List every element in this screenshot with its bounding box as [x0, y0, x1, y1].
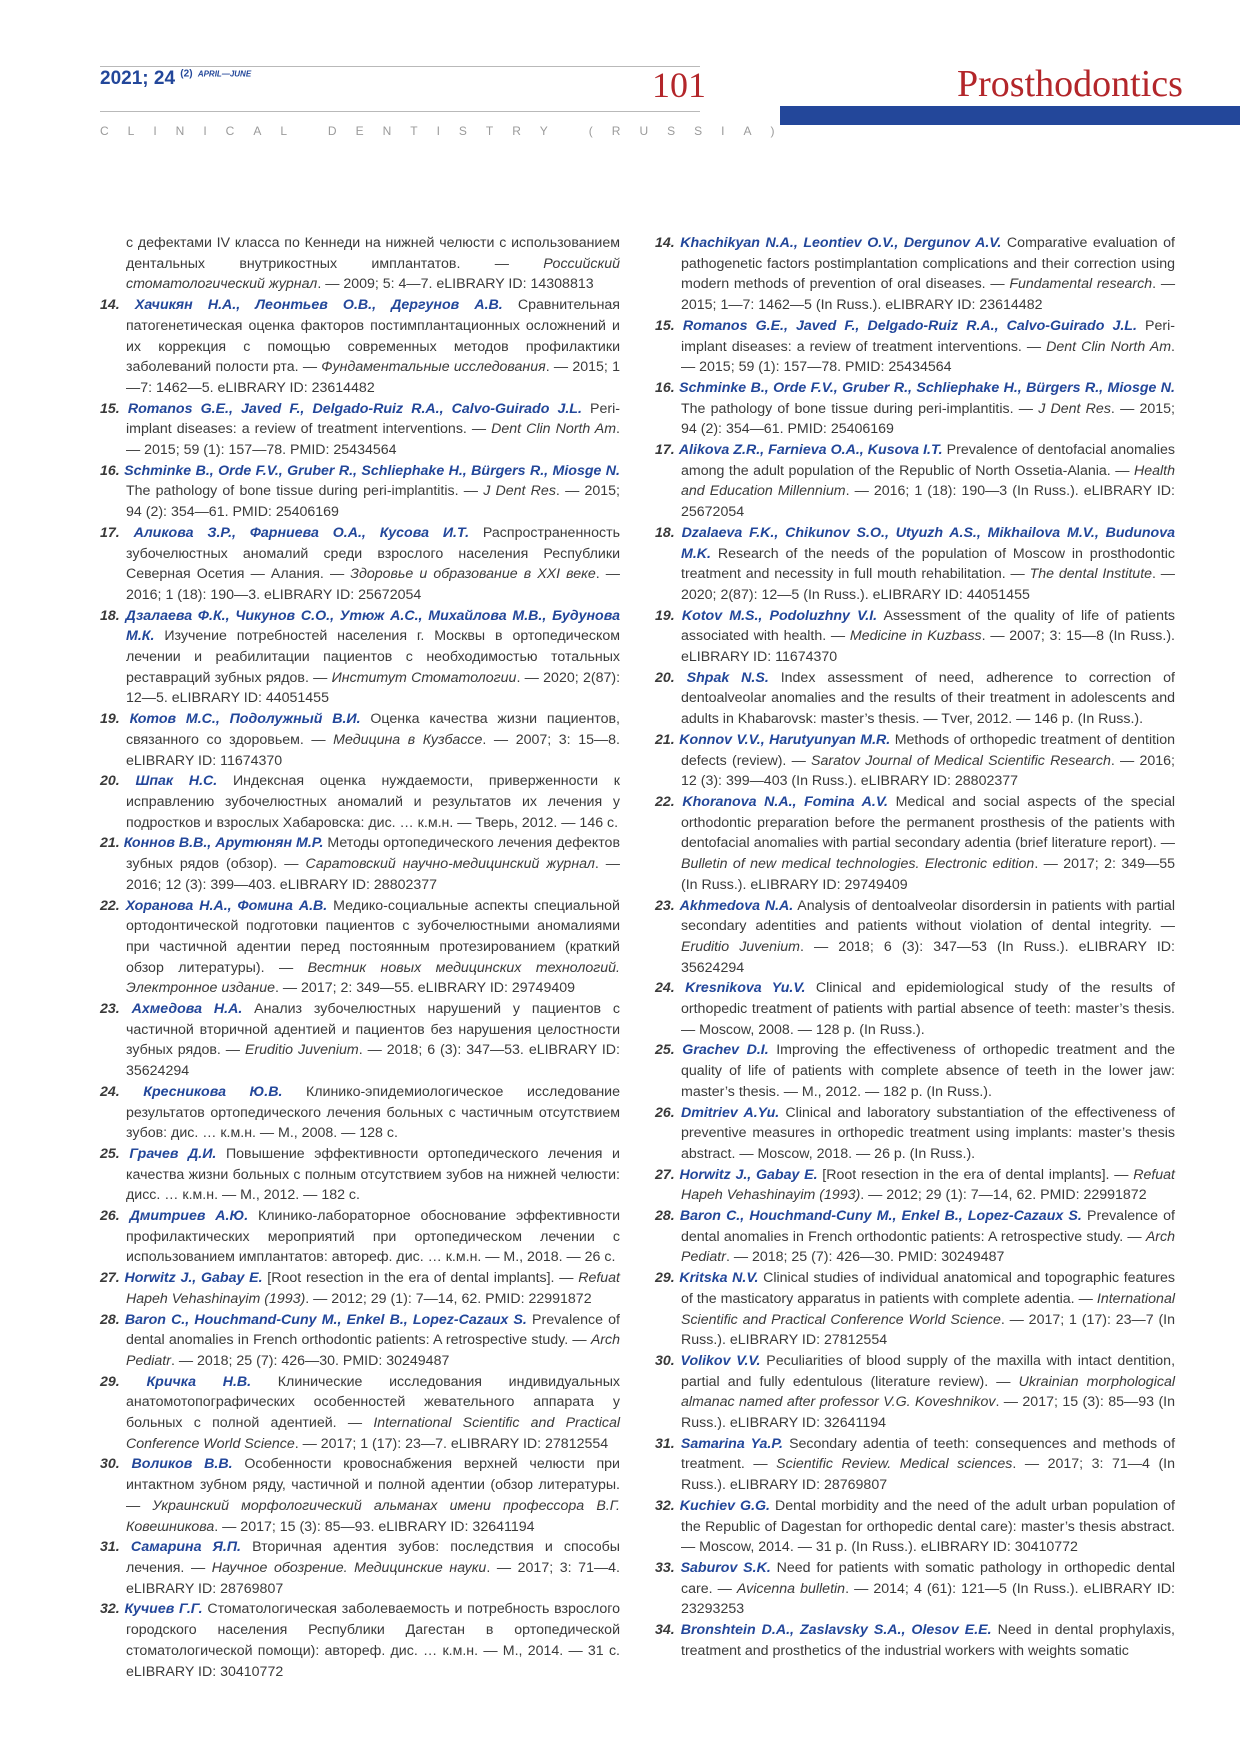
- reference-details: . — 2015; 1—7: 1462—5 (In Russ.). eLIBRARY ID: 23614482: [681, 276, 1176, 314]
- reference-number: 32.: [655, 1497, 675, 1514]
- reference-authors: Akhmedova N.A.: [679, 897, 794, 914]
- reference-authors: Volikov V.V.: [680, 1352, 761, 1369]
- reference-details: . — 2017; 15 (3): 85—93. eLIBRARY ID: 32641194: [214, 1518, 535, 1535]
- reference-authors: Romanos G.E., Javed F., Delgado-Ruiz R.A., Calvo-Guirado J.L.: [127, 400, 582, 417]
- reference-details: . — 2015; 1—7: 1462—5. eLIBRARY ID: 23614482: [126, 359, 620, 396]
- reference-number: 30.: [655, 1352, 675, 1369]
- reference-item: [100, 1537, 620, 1599]
- reference-details: . — 2015; 59 (1): 157—78. PMID: 25434564: [681, 338, 1175, 376]
- reference-text: Prevalence of dental anomalies in French orthodontic patients: A retrospective study. —: [681, 1208, 1175, 1245]
- reference-item: [655, 1496, 1175, 1558]
- reference-authors: Дмитриев А.Ю.: [129, 1208, 249, 1225]
- reference-number: 18.: [655, 524, 675, 541]
- reference-journal: Eruditio Juvenium: [681, 938, 800, 955]
- reference-details: . — 2016; 1 (18): 190—3 (In Russ.). eLIBRARY ID: 25672054: [681, 483, 1175, 521]
- reference-text: Need for patients with somatic pathology in orthopedic dental care. —: [681, 1560, 1175, 1597]
- reference-authors: Samarina Ya.P.: [680, 1435, 783, 1452]
- reference-authors: Alikova Z.R., Farnieva O.A., Kusova I.T.: [678, 442, 943, 459]
- reference-authors: Kotov M.S., Podoluzhny V.I.: [681, 607, 878, 624]
- section-title: Prosthodontics: [957, 63, 1183, 105]
- reference-number: 16.: [100, 462, 120, 479]
- reference-details: . — 2012; 29 (1): 7—14, 62. PMID: 22991872: [305, 1290, 592, 1307]
- reference-details: . — 2007; 3: 15—8 (In Russ.). eLIBRARY ID: 11674370: [681, 628, 1176, 666]
- reference-authors: Shpak N.S.: [686, 669, 769, 686]
- reference-item: [655, 606, 1175, 668]
- reference-item: [655, 316, 1175, 378]
- reference-text: Improving the effectiveness of orthopedic treatment and the quality of life of patients with complete absence of teeth in the lower jaw: master’s thesis. — M., 2012. — 182 p. (In Russ.).: [681, 1042, 1175, 1100]
- reference-number: 20.: [655, 669, 675, 686]
- reference-item: [655, 896, 1175, 979]
- reference-text: Comparative evaluation of pathogenetic factors postimplantation complications and their correction using modern methods of prevention of oral diseases. —: [681, 235, 1175, 293]
- reference-number: 21.: [655, 731, 675, 748]
- reference-number: 25.: [655, 1042, 675, 1059]
- reference-item: [655, 792, 1175, 896]
- reference-journal: Ukrainian morphological almanac named after professor V.G. Koveshnikov: [681, 1373, 1175, 1411]
- reference-text: Peri-implant diseases: a review of treatment interventions. —: [126, 400, 620, 438]
- reference-authors: Шпак Н.С.: [135, 773, 218, 790]
- reference-text: [Root resection in the era of dental implants]. —: [262, 1270, 579, 1287]
- reference-number: 22.: [100, 897, 120, 914]
- reference-number: 25.: [100, 1145, 120, 1162]
- reference-text: Сравнительная патогенетическая оценка факторов постимплантационных осложнений и их коррекция с помощью современных методов профилактики заболеваний полости рта. —: [126, 297, 620, 376]
- section-color-bar: [780, 106, 1240, 125]
- reference-text: Методы ортопедического лечения дефектов зубных рядов (обзор). —: [126, 835, 620, 873]
- reference-item: [100, 1268, 620, 1309]
- reference-item: [100, 523, 620, 606]
- reference-item: [100, 1206, 620, 1268]
- reference-item: [655, 1165, 1175, 1206]
- reference-number: 30.: [100, 1456, 120, 1473]
- reference-details: . — 2009; 5: 4—7. eLIBRARY ID: 14308813: [317, 276, 594, 293]
- reference-text: Индексная оценка нуждаемости, приверженности к исправлению зубочелюстных аномалий и результатов их лечения у подростков и взрослых Хабаровска: дис. … к.м.н. — Тверь, 2012. — 146 с.: [126, 773, 620, 831]
- reference-details: . — 2017; 1 (17): 23—7 (In Russ.). eLIBRARY ID: 27812554: [681, 1311, 1175, 1349]
- reference-journal: Вестник новых медицинских технологий. Электронное издание: [126, 959, 621, 997]
- reference-item: [655, 378, 1175, 440]
- reference-authors: Khoranova N.A., Fomina A.V.: [682, 793, 888, 810]
- reference-details: . — 2018; 6 (3): 347—53. eLIBRARY ID: 35624294: [126, 1042, 620, 1080]
- reference-details: . — 2018; 6 (3): 347—53 (In Russ.). eLIBRARY ID: 35624294: [681, 938, 1175, 976]
- reference-number: 20.: [100, 773, 120, 790]
- reference-text: Analysis of dentoalveolar disordersin in patients with partial secondary adentities and patients without violation of dental integrity. —: [681, 897, 1175, 935]
- reference-item: [100, 606, 620, 710]
- reference-authors: Konnov V.V., Harutyunyan M.R.: [679, 731, 891, 748]
- reference-authors: Kresnikova Yu.V.: [685, 980, 806, 997]
- reference-authors: Ахмедова Н.А.: [131, 1001, 243, 1018]
- reference-number: 28.: [655, 1208, 675, 1225]
- reference-journal: International Scientific and Practical Conference World Science: [681, 1290, 1175, 1328]
- reference-item: [100, 1599, 620, 1682]
- reference-details: . — 2012; 29 (1): 7—14, 62. PMID: 22991872: [860, 1187, 1147, 1204]
- reference-journal: Scientific Review. Medical sciences: [776, 1456, 1013, 1473]
- reference-item: [100, 771, 620, 833]
- references-russian: [100, 233, 620, 1682]
- reference-item: [655, 1103, 1175, 1165]
- reference-authors: Кресникова Ю.В.: [143, 1083, 283, 1100]
- reference-item: [655, 1351, 1175, 1434]
- reference-number: 27.: [100, 1270, 120, 1287]
- reference-details: . — 2016; 1 (18): 190—3. eLIBRARY ID: 25672054: [126, 566, 620, 603]
- reference-authors: Кричка Н.В.: [146, 1373, 252, 1390]
- reference-item: [100, 833, 620, 895]
- reference-text: Peri-implant diseases: a review of treatment interventions. —: [681, 317, 1175, 355]
- references-english: [655, 233, 1175, 1662]
- reference-journal: Институт Стоматологии: [331, 669, 517, 686]
- reference-text: Assessment of the quality of life of patients associated with health. —: [681, 607, 1175, 645]
- reference-number: 34.: [655, 1622, 675, 1639]
- reference-text: с дефектами IV класса по Кеннеди на нижней челюсти с использованием дентальных внутрикостных имплантатов. —: [126, 235, 620, 272]
- reference-details: . — 2017; 15 (3): 85—93 (In Russ.). eLIBRARY ID: 32641194: [681, 1394, 1175, 1432]
- reference-authors: Grachev D.I.: [682, 1042, 769, 1059]
- reference-journal: Dent Clin North Am: [1046, 338, 1172, 355]
- reference-text: The pathology of bone tissue during peri-implantitis. —: [126, 483, 484, 500]
- reference-authors: Хоранова Н.А., Фомина А.В.: [125, 897, 328, 914]
- year-volume: 2021; 24: [100, 68, 176, 89]
- reference-text: Clinical studies of individual anatomical and topographic features of the masticatory apparatus in patients with complete adentia. —: [681, 1270, 1175, 1307]
- reference-text: Клинико-эпидемиологическое исследование результатов ортопедического лечения больных с частичным отсутствием зубов: дис. … к.м.н. — М., 2008. — 128 с.: [126, 1083, 620, 1142]
- journal-name: CLINICAL DENTISTRY (RUSSIA): [100, 124, 794, 138]
- reference-item: [100, 1310, 620, 1372]
- reference-number: 18.: [100, 607, 120, 624]
- reference-authors: Schminke B., Orde F.V., Gruber R., Schliephake H., Bürgers R., Miosge N.: [124, 462, 620, 479]
- reference-authors: Котов М.С., Подолужный В.И.: [129, 711, 361, 728]
- reference-authors: Грачев Д.И.: [129, 1145, 217, 1162]
- reference-text: Особенности кровоснабжения верхней челюсти при интактном зубном ряду, частичной и полной адентии (обзор литературы. —: [126, 1456, 620, 1514]
- reference-text: Изучение потребностей населения г. Москвы в ортопедическом лечении и реабилитации пациентов с необходимостью тотальных реставраций зубных рядов. —: [126, 628, 620, 686]
- reference-text: Peculiarities of blood supply of the maxilla with intact dentition, partial and fully edentulous (literature review). —: [681, 1352, 1176, 1390]
- reference-number: 15.: [100, 400, 120, 417]
- reference-number: 26.: [100, 1208, 120, 1225]
- reference-item: [655, 730, 1175, 792]
- reference-text: Клинико-лабораторное обоснование эффективности профилактических мероприятий при ортопедическом лечении с использованием имплантатов: автореф. дис. … к.м.н. — М., 2018. — 26 с.: [126, 1208, 620, 1266]
- reference-authors: Schminke B., Orde F.V., Gruber R., Schliephake H., Bürgers R., Miosge N.: [679, 379, 1175, 396]
- reference-journal: The dental Institute: [1029, 566, 1153, 583]
- reference-journal: Научное обозрение. Медицинские науки: [211, 1560, 487, 1576]
- reference-journal: Bulletin of new medical technologies. Electronic edition: [681, 856, 1035, 873]
- reference-number: 24.: [655, 980, 675, 997]
- reference-text: Стоматологическая заболеваемость и потребность взрослого городского населения Республики Дагестан в ортопедической стоматологической помощи): автореф. дис. … к.м.н. — М., 2014. — 31 с. eLIBRARY ID: 30410772: [126, 1601, 620, 1680]
- reference-text: Распространенность зубочелюстных аномалий среди взрослого населения Республики Северная Осетия — Алания. —: [126, 524, 620, 583]
- reference-number: 22.: [655, 793, 675, 810]
- reference-journal: Refuat Hapeh Vehashinayim (1993): [681, 1166, 1176, 1204]
- reference-number: 33.: [655, 1560, 675, 1576]
- reference-journal: Медицина в Кузбассе: [333, 731, 483, 748]
- reference-details: . — 2015; 94 (2): 354—61. PMID: 25406169: [126, 483, 620, 521]
- reference-details: . — 2016; 12 (3): 399—403 (In Russ.). eLIBRARY ID: 28802377: [681, 752, 1175, 790]
- reference-text: Повышение эффективности ортопедического лечения и качества жизни больных с полным отсутствием зубов на нижней челюсти: дисс. … к.м.н. — М., 2012. — 182 с.: [126, 1145, 620, 1204]
- reference-item: [100, 1454, 620, 1537]
- reference-text: The pathology of bone tissue during peri-implantitis. —: [681, 400, 1039, 417]
- reference-item: [655, 1268, 1175, 1351]
- reference-text: Prevalence of dental anomalies in French orthodontic patients: A retrospective study. —: [126, 1311, 620, 1349]
- reference-text: Medical and social aspects of the special orthodontic preparation before the permanent prosthesis of the patients with dentofacial anomalies with partial secondary adentia (brief literature report). —: [681, 793, 1175, 852]
- reference-number: 23.: [100, 1001, 120, 1018]
- reference-details: . — 2020; 2(87): 12—5. eLIBRARY ID: 44051455: [126, 669, 621, 707]
- reference-number: 31.: [100, 1539, 120, 1556]
- reference-details: . — 2017; 2: 349—55. eLIBRARY ID: 29749409: [275, 980, 576, 997]
- reference-journal: Health and Education Millennium: [681, 462, 1175, 500]
- reference-item: [100, 461, 620, 523]
- reference-journal: Fundamental research: [1009, 276, 1153, 293]
- reference-text: Research of the needs of the population of Moscow in prosthodontic treatment and necessity in full mouth rehabilitation. —: [681, 545, 1175, 583]
- reference-item: [655, 233, 1175, 316]
- reference-journal: Фундаментальные исследования: [321, 359, 546, 376]
- reference-authors: Horwitz J., Gabay E.: [679, 1166, 818, 1183]
- reference-item: [100, 999, 620, 1082]
- reference-item: [100, 399, 620, 461]
- reference-text: [Root resection in the era of dental implants]. —: [817, 1166, 1134, 1183]
- reference-item: [100, 1082, 620, 1144]
- reference-journal: International Scientific and Practical Conference World Science: [126, 1415, 620, 1452]
- reference-item: [655, 523, 1175, 606]
- reference-details: . — 2018; 25 (7): 426—30. PMID: 30249487: [725, 1249, 1005, 1266]
- reference-details: . — 2017; 2: 349—55 (In Russ.). eLIBRARY ID: 29749409: [681, 856, 1175, 893]
- reference-details: . — 2007; 3: 15—8. eLIBRARY ID: 11674370: [126, 731, 620, 769]
- reference-journal: Украинский морфологический альманах имени профессора В.Г. Ковешникова: [126, 1497, 620, 1535]
- reference-authors: Khachikyan N.A., Leontiev O.V., Dergunov A.V.: [680, 235, 1002, 251]
- reference-number: 32.: [100, 1601, 120, 1618]
- header-top-rule: [100, 66, 700, 67]
- reference-text: Index assessment of need, adherence to correction of dentoalveolar anomalies and the results of their treatment in adolescents and adults in Khabarovsk: master’s thesis. — Tver, 2012. — 146 p. (In Russ.).: [681, 669, 1175, 728]
- reference-authors: Хачикян Н.А., Леонтьев О.В., Дергунов А.В.: [134, 297, 503, 314]
- reference-text: Secondary adentia of teeth: consequences and methods of treatment. —: [681, 1435, 1176, 1473]
- reference-authors: Самарина Я.П.: [130, 1539, 241, 1556]
- reference-text: Оценка качества жизни пациентов, связанного со здоровьем. —: [126, 711, 620, 748]
- issue-months: APRIL—JUNE: [197, 69, 252, 79]
- reference-journal: Avicenna bulletin: [736, 1580, 846, 1597]
- reference-number: 14.: [655, 235, 675, 251]
- reference-authors: Dmitriev A.Yu.: [680, 1104, 780, 1121]
- reference-text: Clinical and epidemiological study of the results of orthopedic treatment of patients with partial absence of teeth: master’s thesis. — Moscow, 2008. — 128 p. (In Russ.).: [681, 980, 1176, 1038]
- reference-authors: Дзалаева Ф.К., Чикунов С.О., Утюж А.С., Михайлова М.В., Будунова М.К.: [125, 607, 620, 645]
- reference-details: . — 2017; 3: 71—4 (In Russ.). eLIBRARY ID: 28769807: [681, 1456, 1175, 1494]
- reference-number: 14.: [100, 297, 120, 314]
- reference-item: [100, 1372, 620, 1455]
- reference-item: [655, 1620, 1175, 1661]
- reference-journal: Российский стоматологический журнал: [126, 255, 620, 293]
- reference-journal: Eruditio Juvenium: [244, 1042, 359, 1059]
- reference-text: Медико-социальные аспекты специальной ортодонтической подготовки пациентов с зубочелюстными аномалиями при частичной адентии перед постоянным протезированием (краткий обзор литературы). —: [126, 897, 620, 976]
- reference-number: 29.: [100, 1373, 120, 1390]
- reference-text: Анализ зубочелюстных нарушений у пациентов с частичной вторичной адентией и пациентов без нарушения целостности зубных рядов. —: [126, 1001, 620, 1059]
- reference-item: [100, 233, 620, 295]
- reference-journal: Dent Clin North Am: [491, 421, 617, 438]
- reference-text: Prevalence of dentofacial anomalies among the adult population of the Republic of North Ossetia-Alania. —: [681, 442, 1175, 479]
- reference-number: 19.: [655, 607, 675, 624]
- reference-journal: Refuat Hapeh Vehashinayim (1993): [126, 1270, 621, 1307]
- reference-number: 23.: [655, 897, 675, 914]
- reference-authors: Аликова З.Р., Фарниева О.А., Кусова И.Т.: [133, 524, 470, 541]
- reference-number: 29.: [655, 1270, 675, 1287]
- issue-info: [100, 68, 251, 90]
- reference-details: . — 2020; 2(87): 12—5 (In Russ.). eLIBRARY ID: 44051455: [681, 566, 1175, 603]
- reference-details: . — 2016; 12 (3): 399—403. eLIBRARY ID: 28802377: [126, 856, 620, 893]
- reference-number: 26.: [655, 1104, 675, 1121]
- reference-text: Need in dental prophylaxis, treatment and prosthetics of the industrial workers with weights somatic: [681, 1622, 1175, 1659]
- reference-authors: Baron C., Houchmand-Cuny M., Enkel B., Lopez-Cazaux S.: [679, 1208, 1082, 1225]
- reference-number: 16.: [655, 379, 675, 396]
- reference-journal: J Dent Res: [483, 483, 556, 500]
- reference-item: [655, 440, 1175, 523]
- reference-text: Клинические исследования индивидуальных анатомотопографических особенностей жевательного аппарата у больных с полной адентией. —: [126, 1373, 620, 1432]
- issue-number: (2): [180, 68, 193, 80]
- reference-item: [655, 1434, 1175, 1496]
- reference-item: [100, 295, 620, 399]
- reference-journal: J Dent Res: [1038, 400, 1111, 417]
- reference-text: Dental morbidity and the need of the adult urban population of the Republic of Dagestan for orthopedic dental care): master’s thesis abstract. — Moscow, 2014. — 31 p. (In Russ.). eLIBRARY ID: 30410772: [681, 1497, 1175, 1556]
- reference-authors: Коннов В.В., Арутюнян М.Р.: [123, 835, 324, 852]
- reference-number: 31.: [655, 1435, 675, 1452]
- reference-authors: Baron C., Houchmand-Cuny M., Enkel B., Lopez-Cazaux S.: [124, 1311, 527, 1328]
- reference-number: 24.: [100, 1083, 120, 1100]
- reference-number: 17.: [655, 442, 675, 459]
- reference-journal: Medicine in Kuzbass: [849, 628, 982, 645]
- reference-journal: Здоровье и образование в XXI веке: [350, 566, 596, 583]
- page-number: 101: [652, 65, 706, 105]
- reference-details: . — 2015; 59 (1): 157—78. PMID: 25434564: [126, 421, 620, 459]
- reference-journal: Arch Pediatr: [681, 1228, 1175, 1266]
- reference-item: [655, 668, 1175, 730]
- reference-authors: Saburov S.K.: [680, 1560, 771, 1576]
- reference-authors: Кучиев Г.Г.: [124, 1601, 203, 1618]
- reference-journal: Saratov Journal of Medical Scientific Research: [811, 752, 1111, 769]
- reference-authors: Kritska N.V.: [679, 1270, 759, 1287]
- reference-details: . — 2017; 3: 71—4. eLIBRARY ID: 28769807: [126, 1560, 620, 1597]
- header-bottom-rule: [100, 111, 700, 112]
- reference-text: Methods of orthopedic treatment of dentition defects (review). —: [681, 731, 1175, 769]
- reference-authors: Dzalaeva F.K., Chikunov S.O., Utyuzh A.S., Mikhailova M.V., Budunova M.K.: [681, 524, 1175, 562]
- reference-authors: Bronshtein D.A., Zaslavsky S.A., Olesov E.E.: [680, 1622, 992, 1639]
- reference-number: 17.: [100, 524, 120, 541]
- reference-number: 27.: [655, 1166, 675, 1183]
- reference-authors: Horwitz J., Gabay E.: [124, 1270, 263, 1287]
- reference-authors: Воликов В.В.: [131, 1456, 233, 1473]
- reference-journal: Arch Pediatr: [126, 1332, 620, 1369]
- reference-details: . — 2015; 94 (2): 354—61. PMID: 25406169: [681, 400, 1175, 438]
- reference-number: 21.: [100, 835, 120, 852]
- reference-text: Clinical and laboratory substantiation of the effectiveness of preventive measures in orthopedic treatment using implants: master’s thesis abstract. — Moscow, 2018. — 26 p. (In Russ.).: [681, 1104, 1175, 1162]
- reference-details: . — 2017; 1 (17): 23—7. eLIBRARY ID: 27812554: [294, 1435, 609, 1452]
- reference-item: [100, 1144, 620, 1206]
- reference-number: 15.: [655, 317, 675, 334]
- reference-item: [100, 709, 620, 771]
- reference-item: [655, 1040, 1175, 1102]
- reference-item: [655, 1206, 1175, 1268]
- reference-text: Вторичная адентия зубов: последствия и способы лечения. —: [126, 1539, 620, 1576]
- reference-number: 19.: [100, 711, 120, 728]
- reference-details: . — 2014; 4 (61): 121—5 (In Russ.). eLIBRARY ID: 23293253: [681, 1580, 1175, 1618]
- reference-authors: Kuchiev G.G.: [679, 1497, 770, 1514]
- reference-details: . — 2018; 25 (7): 426—30. PMID: 30249487: [170, 1352, 450, 1369]
- reference-item: [100, 896, 620, 1000]
- reference-number: 28.: [100, 1311, 120, 1328]
- reference-item: [655, 978, 1175, 1040]
- reference-item: [655, 1558, 1175, 1620]
- reference-journal: Саратовский научно-медицинский журнал: [305, 856, 595, 873]
- reference-authors: Romanos G.E., Javed F., Delgado-Ruiz R.A., Calvo-Guirado J.L.: [682, 317, 1137, 334]
